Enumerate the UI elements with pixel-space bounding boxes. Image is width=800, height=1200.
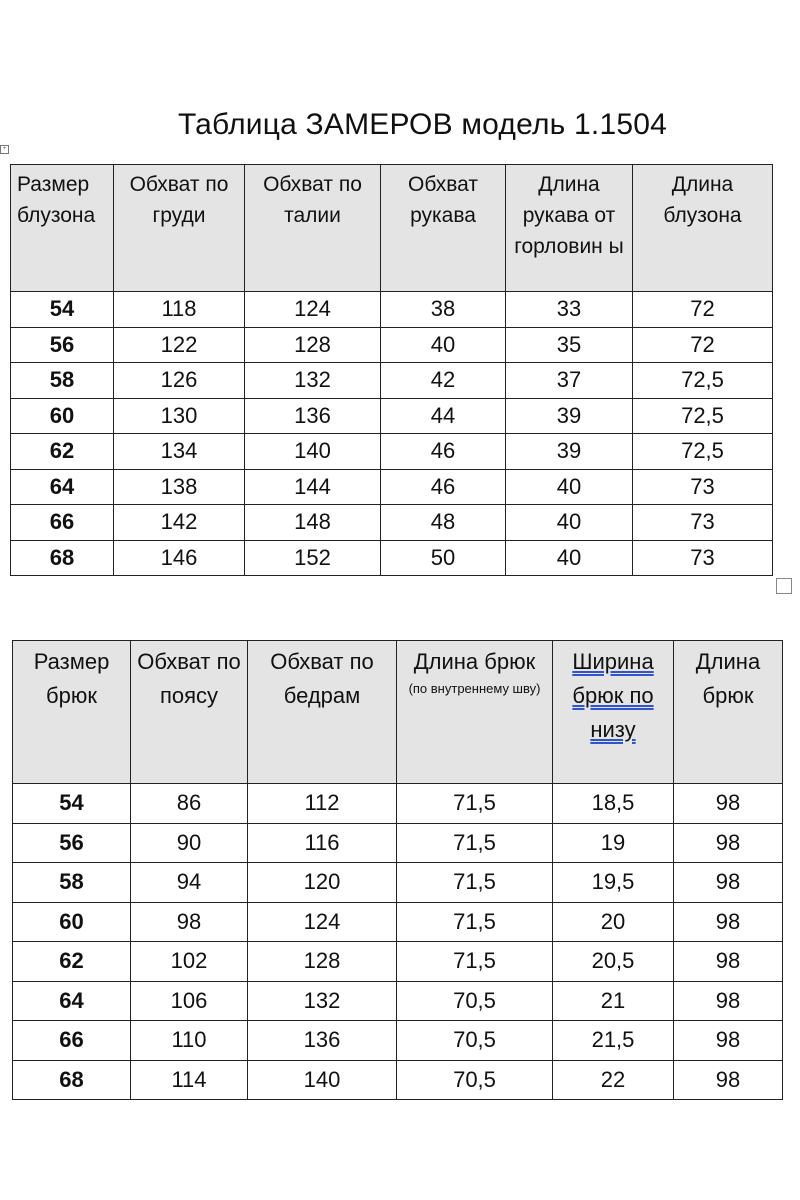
- measurement-cell: 40: [506, 540, 633, 576]
- header-cell: Размер блузона: [11, 165, 114, 292]
- measurement-cell: 98: [131, 902, 248, 942]
- measurement-cell: 140: [248, 1060, 397, 1100]
- table-row: [13, 1060, 783, 1100]
- table-row: [13, 902, 783, 942]
- measurement-cell: 98: [674, 1060, 783, 1100]
- table-row: [13, 942, 783, 982]
- blouse-header-row: [11, 165, 773, 292]
- table-move-handle-icon[interactable]: +: [0, 145, 9, 154]
- measurement-cell: 44: [381, 398, 506, 434]
- pants-measurements-table: [12, 640, 783, 1100]
- measurement-cell: 98: [674, 942, 783, 982]
- measurement-cell: 124: [248, 902, 397, 942]
- measurement-cell: 144: [245, 469, 381, 505]
- measurement-cell: 72,5: [633, 363, 773, 399]
- size-cell: 60: [11, 398, 114, 434]
- measurement-cell: 98: [674, 863, 783, 903]
- size-cell: 58: [13, 863, 131, 903]
- measurement-cell: 21: [553, 981, 674, 1021]
- size-cell: 62: [13, 942, 131, 982]
- size-cell: 58: [11, 363, 114, 399]
- table-row: [11, 469, 773, 505]
- table-resize-handle-icon[interactable]: [776, 578, 792, 594]
- measurement-cell: 118: [114, 292, 245, 328]
- header-label: Ширина брюк по низу: [572, 649, 654, 742]
- measurement-cell: 146: [114, 540, 245, 576]
- measurement-cell: 71,5: [397, 823, 553, 863]
- measurement-cell: 20: [553, 902, 674, 942]
- header-cell: [553, 641, 674, 784]
- measurement-cell: 70,5: [397, 1021, 553, 1061]
- measurement-cell: 134: [114, 434, 245, 470]
- measurement-cell: 124: [245, 292, 381, 328]
- size-cell: 54: [11, 292, 114, 328]
- measurement-cell: 72: [633, 292, 773, 328]
- measurement-cell: 148: [245, 505, 381, 541]
- measurement-cell: 71,5: [397, 863, 553, 903]
- measurement-cell: 98: [674, 902, 783, 942]
- measurement-cell: 35: [506, 327, 633, 363]
- table-row: [11, 363, 773, 399]
- header-cell: Обхват по талии: [245, 165, 381, 292]
- measurement-cell: 128: [245, 327, 381, 363]
- measurement-cell: 70,5: [397, 981, 553, 1021]
- measurement-cell: 90: [131, 823, 248, 863]
- measurement-cell: 132: [248, 981, 397, 1021]
- measurement-cell: 140: [245, 434, 381, 470]
- table-row: [13, 784, 783, 824]
- measurement-cell: 72: [633, 327, 773, 363]
- header-cell: Длина блузона: [633, 165, 773, 292]
- measurement-cell: 46: [381, 469, 506, 505]
- measurement-cell: 48: [381, 505, 506, 541]
- measurement-cell: 120: [248, 863, 397, 903]
- size-cell: 66: [11, 505, 114, 541]
- measurement-cell: 18,5: [553, 784, 674, 824]
- measurement-cell: 50: [381, 540, 506, 576]
- header-cell: Размер брюк: [13, 641, 131, 784]
- measurement-cell: 40: [381, 327, 506, 363]
- measurement-cell: 42: [381, 363, 506, 399]
- measurement-cell: 98: [674, 823, 783, 863]
- measurement-cell: 126: [114, 363, 245, 399]
- header-cell: Обхват по бедрам: [248, 641, 397, 784]
- measurement-cell: 112: [248, 784, 397, 824]
- measurement-cell: 19: [553, 823, 674, 863]
- size-cell: 68: [11, 540, 114, 576]
- size-cell: 62: [11, 434, 114, 470]
- measurement-cell: 122: [114, 327, 245, 363]
- measurement-cell: 46: [381, 434, 506, 470]
- measurement-cell: 73: [633, 540, 773, 576]
- measurement-cell: 70,5: [397, 1060, 553, 1100]
- measurement-cell: 98: [674, 981, 783, 1021]
- header-note: (по внутреннему шву): [408, 681, 541, 696]
- document-title: Таблица ЗАМЕРОВ модель 1.1504: [178, 108, 667, 141]
- measurement-cell: 73: [633, 469, 773, 505]
- header-cell: Обхват по груди: [114, 165, 245, 292]
- table-row: [11, 540, 773, 576]
- header-cell: Длина брюк: [674, 641, 783, 784]
- table-row: [11, 434, 773, 470]
- table-row: [13, 823, 783, 863]
- measurement-cell: 86: [131, 784, 248, 824]
- header-cell: [397, 641, 553, 784]
- measurement-cell: 106: [131, 981, 248, 1021]
- measurement-cell: 71,5: [397, 902, 553, 942]
- measurement-cell: 102: [131, 942, 248, 982]
- measurement-cell: 20,5: [553, 942, 674, 982]
- measurement-cell: 39: [506, 398, 633, 434]
- measurement-cell: 130: [114, 398, 245, 434]
- header-cell: Обхват по поясу: [131, 641, 248, 784]
- measurement-cell: 72,5: [633, 398, 773, 434]
- measurement-cell: 136: [248, 1021, 397, 1061]
- measurement-cell: 38: [381, 292, 506, 328]
- measurement-cell: 142: [114, 505, 245, 541]
- table-row: [11, 505, 773, 541]
- measurement-cell: 39: [506, 434, 633, 470]
- measurement-cell: 116: [248, 823, 397, 863]
- measurement-cell: 138: [114, 469, 245, 505]
- measurement-cell: 98: [674, 1021, 783, 1061]
- table-row: [11, 292, 773, 328]
- measurement-cell: 128: [248, 942, 397, 982]
- measurement-cell: 73: [633, 505, 773, 541]
- measurement-cell: 152: [245, 540, 381, 576]
- size-cell: 56: [13, 823, 131, 863]
- measurement-cell: 22: [553, 1060, 674, 1100]
- size-cell: 56: [11, 327, 114, 363]
- table-row: [11, 398, 773, 434]
- header-cell: Обхват рукава: [381, 165, 506, 292]
- measurement-cell: 40: [506, 505, 633, 541]
- measurement-cell: 114: [131, 1060, 248, 1100]
- table-row: [11, 327, 773, 363]
- measurement-cell: 71,5: [397, 784, 553, 824]
- size-cell: 68: [13, 1060, 131, 1100]
- pants-header-row: [13, 641, 783, 784]
- size-cell: 60: [13, 902, 131, 942]
- measurement-cell: 110: [131, 1021, 248, 1061]
- size-cell: 66: [13, 1021, 131, 1061]
- measurement-cell: 94: [131, 863, 248, 903]
- measurement-cell: 132: [245, 363, 381, 399]
- size-cell: 64: [11, 469, 114, 505]
- measurement-cell: 37: [506, 363, 633, 399]
- measurement-cell: 21,5: [553, 1021, 674, 1061]
- measurement-cell: 72,5: [633, 434, 773, 470]
- size-cell: 54: [13, 784, 131, 824]
- table-row: [13, 1021, 783, 1061]
- header-label: Длина брюк: [413, 649, 536, 674]
- measurement-cell: 136: [245, 398, 381, 434]
- table-row: [13, 981, 783, 1021]
- measurement-cell: 33: [506, 292, 633, 328]
- measurement-cell: 71,5: [397, 942, 553, 982]
- blouse-measurements-table: [10, 164, 773, 576]
- measurement-cell: 40: [506, 469, 633, 505]
- header-cell: Длина рукава от горловин ы: [506, 165, 633, 292]
- measurement-cell: 98: [674, 784, 783, 824]
- table-row: [13, 863, 783, 903]
- size-cell: 64: [13, 981, 131, 1021]
- measurement-cell: 19,5: [553, 863, 674, 903]
